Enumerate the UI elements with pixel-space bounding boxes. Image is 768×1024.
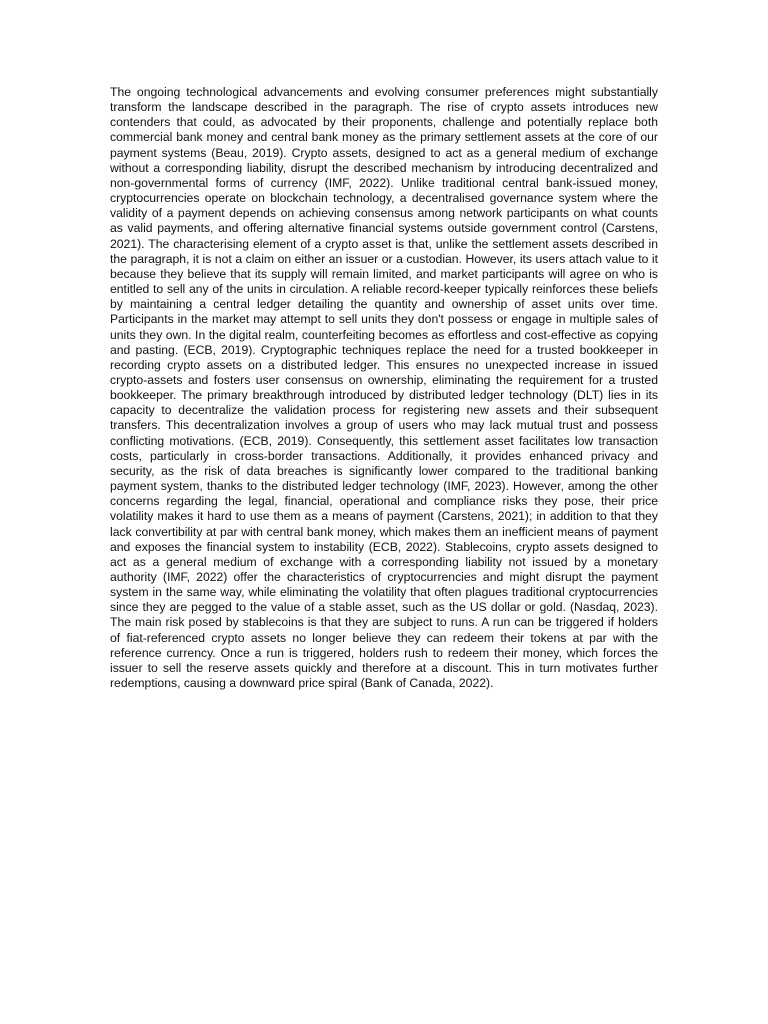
body-paragraph: The ongoing technological advancements and evolving consumer preferences might substantially transform the landscape described in the paragraph. The rise of crypto assets introduces new contenders that could, as advocated by their proponents, challenge and potentially replace both commercial bank money and central bank money as the primary settlement assets at the core of our payment systems (Beau, 2019). Crypto assets, designed to act as a general medium of exchange without a corresponding liability, disrupt the described mechanism by introducing decentralized and non-governmental forms of currency (IMF, 2022). Unlike traditional central bank-issued money, cryptocurrencies operate on blockchain technology, a decentralised governance system where the validity of a payment depends on achieving consensus among network participants on what counts as valid payments, and offering alternative financial systems outside government control (Carstens, 2021). The characterising element of a crypto asset is that, unlike the settlement assets described in the paragraph, it is not a claim on either an issuer or a custodian. However, its users attach value to it because they believe that its supply will remain limited, and market participants will agree on who is entitled to sell any of the units in circulation. A reliable record-keeper typically reinforces these beliefs by maintaining a central ledger detailing the quantity and ownership of asset units over time. Participants in the market may attempt to sell units they don't possess or engage in multiple sales of units they own. In the digital realm, counterfeiting becomes as effortless and cost-effective as copying and pasting. (ECB, 2019). Cryptographic techniques replace the need for a trusted bookkeeper in recording crypto assets on a distributed ledger. This ensures no unexpected increase in issued crypto-assets and fosters user consensus on ownership, eliminating the requirement for a trusted bookkeeper. The primary breakthrough introduced by distributed ledger technology (DLT) lies in its capacity to decentralize the validation process for registering new assets and their subsequent transfers. This decentralization involves a group of users who may lack mutual trust and possess conflicting motivations. (ECB, 2019). Consequently, this settlement asset facilitates low transaction costs, particularly in cross-border transactions. Additionally, it provides enhanced privacy and security, as the risk of data breaches is significantly lower compared to the traditional banking payment system, thanks to the distributed ledger technology (IMF, 2023). However, among the other concerns regarding the legal, financial, operational and compliance risks they pose, their price volatility makes it hard to use them as a means of payment (Carstens, 2021); in addition to that they lack convertibility at par with central bank money, which makes them an inefficient means of payment and exposes the financial system to instability (ECB, 2022). Stablecoins, crypto assets designed to act as a general medium of exchange with a corresponding liability not issued by a monetary authority (IMF, 2022) offer the characteristics of cryptocurrencies and might disrupt the payment system in the same way, while eliminating the volatility that often plagues traditional cryptocurrencies since they are pegged to the value of a stable asset, such as the US dollar or gold. (Nasdaq, 2023). The main risk posed by stablecoins is that they are subject to runs. A run can be triggered if holders of fiat-referenced crypto assets no longer believe they can redeem their tokens at par with the reference currency. Once a run is triggered, holders rush to redeem their money, which forces the issuer to sell the reserve assets quickly and therefore at a discount. This in turn motivates further redemptions, causing a downward price spiral (Bank of Canada, 2022). xyxy=(110,85,658,691)
